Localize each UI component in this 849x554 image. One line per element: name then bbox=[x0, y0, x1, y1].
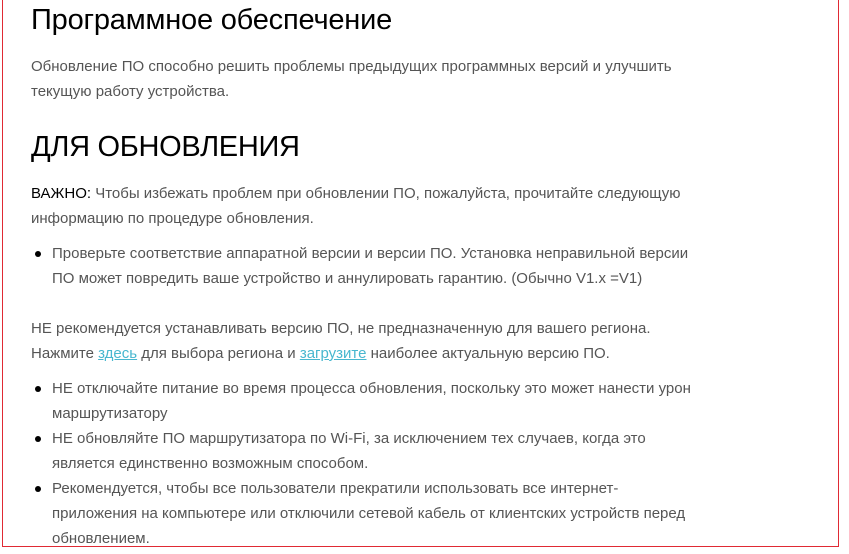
list-item-text: Проверьте соответствие аппаратной версии и версии ПО. Установка неправильной версии ПО может повредить ваше устройство и аннулировать гарантию. (Обычно V1.x =V1) bbox=[52, 245, 689, 287]
list-item bbox=[31, 426, 701, 476]
important-text: Чтобы избежать проблем при обновлении ПО, пожалуйста, прочитайте следующую информацию по процедуре обновления. bbox=[31, 185, 681, 227]
list-item-text: Рекомендуется, чтобы все пользователи прекратили использовать все интернет-приложения на компьютере или отключили сетевой кабель от клиентских устройств перед обновлением. bbox=[52, 480, 686, 547]
bullet-list-hardware bbox=[31, 241, 701, 291]
content-frame bbox=[2, 0, 839, 547]
list-item-text: НЕ отключайте питание во время процесса обновления, поскольку это может нанести урон маршрутизатору bbox=[52, 380, 691, 422]
list-item bbox=[31, 376, 701, 426]
bullet-list-precautions bbox=[31, 376, 701, 547]
important-notice bbox=[31, 181, 721, 231]
page-title: Программное обеспечение bbox=[31, 4, 393, 36]
region-note-middle: для выбора региона и bbox=[137, 345, 300, 362]
important-label: ВАЖНО: bbox=[31, 185, 92, 202]
bullet-dot-icon bbox=[35, 251, 41, 257]
region-select-link[interactable]: здесь bbox=[98, 345, 138, 362]
list-item bbox=[31, 476, 701, 547]
region-note-prefix: Нажмите bbox=[31, 345, 99, 362]
bullet-dot-icon bbox=[35, 486, 41, 492]
bullet-dot-icon bbox=[35, 386, 41, 392]
region-note-line1: НЕ рекомендуется устанавливать версию ПО, не предназначенную для вашего региона. bbox=[31, 320, 651, 337]
download-link[interactable]: загрузите bbox=[299, 345, 367, 362]
region-note bbox=[31, 316, 721, 366]
list-item-text: НЕ обновляйте ПО маршрутизатора по Wi-Fi, за исключением тех случаев, когда это является единственно возможным способом. bbox=[52, 430, 646, 472]
bullet-dot-icon bbox=[35, 436, 41, 442]
intro-text: Обновление ПО способно решить проблемы предыдущих программных версий и улучшить текущую работу устройства. bbox=[31, 58, 672, 100]
list-item bbox=[31, 241, 701, 291]
region-note-suffix: наиболее актуальную версию ПО. bbox=[366, 345, 610, 362]
section-heading-update: ДЛЯ ОБНОВЛЕНИЯ bbox=[31, 131, 300, 163]
